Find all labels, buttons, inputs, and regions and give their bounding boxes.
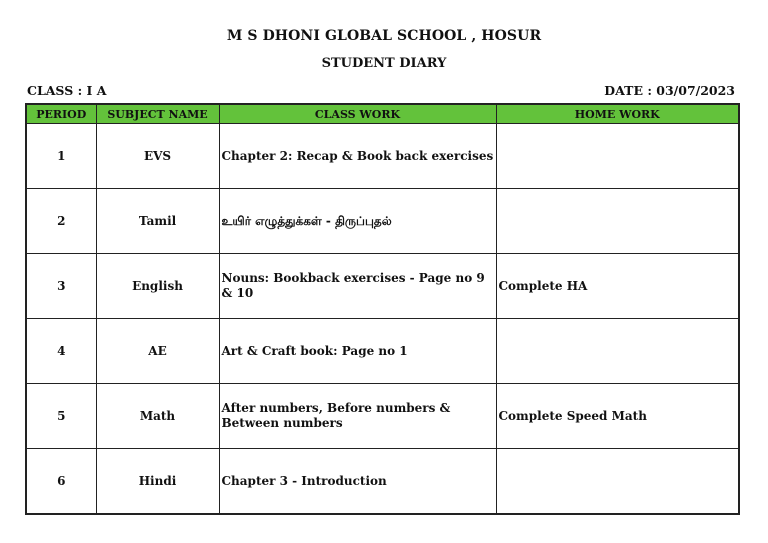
column-header-home-work: HOME WORK <box>496 104 739 124</box>
subject-cell: AE <box>96 319 219 384</box>
period-cell: 6 <box>26 449 96 515</box>
home-work-cell: Complete HA <box>496 254 739 319</box>
table-row <box>26 319 739 384</box>
class-work-cell: Chapter 3 - Introduction <box>219 449 496 515</box>
class-label: CLASS : I A <box>27 83 107 98</box>
subject-cell: Hindi <box>96 449 219 515</box>
subject-cell: Math <box>96 384 219 449</box>
table-row <box>26 124 739 189</box>
table-row <box>26 384 739 449</box>
class-work-cell: After numbers, Before numbers & Between numbers <box>219 384 496 449</box>
subject-cell: Tamil <box>96 189 219 254</box>
table-header-row <box>26 104 739 124</box>
subject-cell: English <box>96 254 219 319</box>
document-title: STUDENT DIARY <box>321 56 447 71</box>
table-row <box>26 254 739 319</box>
period-cell: 2 <box>26 189 96 254</box>
column-header-subject: SUBJECT NAME <box>96 104 219 124</box>
class-work-cell: Chapter 2: Recap & Book back exercises <box>219 124 496 189</box>
table-row <box>26 189 739 254</box>
date-label: DATE : 03/07/2023 <box>604 83 735 98</box>
home-work-cell <box>496 124 739 189</box>
school-name: M S DHONI GLOBAL SCHOOL , HOSUR <box>226 28 542 44</box>
period-cell: 1 <box>26 124 96 189</box>
subject-cell: EVS <box>96 124 219 189</box>
column-header-class-work: CLASS WORK <box>219 104 496 124</box>
column-header-period: PERIOD <box>26 104 96 124</box>
home-work-cell <box>496 319 739 384</box>
class-work-cell: Nouns: Bookback exercises - Page no 9 & 10 <box>219 254 496 319</box>
table-row <box>26 449 739 515</box>
period-cell: 4 <box>26 319 96 384</box>
home-work-cell: Complete Speed Math <box>496 384 739 449</box>
home-work-cell <box>496 189 739 254</box>
period-cell: 3 <box>26 254 96 319</box>
class-work-cell: உயிர் எழுத்துக்கள் - திருப்புதல் <box>219 189 496 254</box>
class-work-cell: Art & Craft book: Page no 1 <box>219 319 496 384</box>
diary-table <box>25 103 740 515</box>
period-cell: 5 <box>26 384 96 449</box>
home-work-cell <box>496 449 739 515</box>
